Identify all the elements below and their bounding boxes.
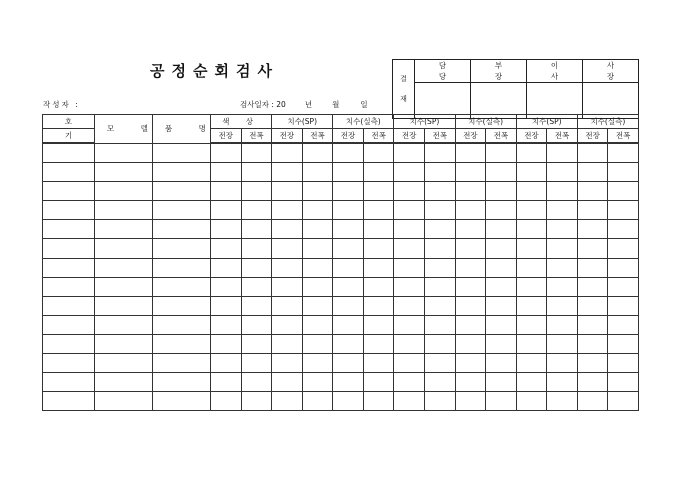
table-cell[interactable]	[363, 163, 394, 182]
table-cell[interactable]	[153, 392, 211, 411]
table-cell[interactable]	[272, 334, 303, 353]
table-cell[interactable]	[272, 201, 303, 220]
table-cell[interactable]	[455, 392, 486, 411]
table-cell[interactable]	[211, 143, 242, 163]
table-cell[interactable]	[272, 392, 303, 411]
table-cell[interactable]	[394, 258, 425, 277]
table-cell[interactable]	[455, 163, 486, 182]
table-cell[interactable]	[333, 163, 364, 182]
approval-side-bottom: 재	[400, 95, 407, 103]
table-cell[interactable]	[302, 277, 333, 296]
table-cell[interactable]	[153, 201, 211, 220]
table-cell[interactable]	[455, 258, 486, 277]
table-cell[interactable]	[95, 163, 153, 182]
table-cell[interactable]	[455, 315, 486, 334]
table-cell[interactable]	[241, 220, 272, 239]
table-cell[interactable]	[211, 182, 242, 201]
table-cell[interactable]	[241, 143, 272, 163]
table-cell[interactable]	[153, 354, 211, 373]
approval-header-manager: 담 당	[415, 60, 471, 83]
table-cell[interactable]	[272, 258, 303, 277]
subheader-width: 전폭	[547, 129, 578, 144]
table-cell[interactable]	[547, 258, 578, 277]
document-title: 공정순회검사	[150, 62, 279, 80]
year-unit: 년	[304, 100, 313, 109]
table-cell[interactable]	[394, 239, 425, 258]
table-cell[interactable]	[211, 220, 242, 239]
header-color: 색 상	[211, 115, 272, 129]
subheader-width: 전폭	[424, 129, 455, 144]
table-cell[interactable]	[302, 334, 333, 353]
table-cell[interactable]	[516, 392, 547, 411]
table-cell[interactable]	[486, 334, 517, 353]
table-cell[interactable]	[43, 296, 95, 315]
table-cell[interactable]	[43, 220, 95, 239]
table-cell[interactable]	[153, 373, 211, 392]
table-cell[interactable]	[241, 334, 272, 353]
table-row	[43, 143, 639, 163]
table-cell[interactable]	[95, 315, 153, 334]
subheader-length: 전장	[577, 129, 608, 144]
table-cell[interactable]	[424, 143, 455, 163]
table-cell[interactable]	[424, 258, 455, 277]
table-cell[interactable]	[241, 201, 272, 220]
table-cell[interactable]	[43, 334, 95, 353]
table-cell[interactable]	[241, 373, 272, 392]
table-cell[interactable]	[43, 239, 95, 258]
table-cell[interactable]	[95, 392, 153, 411]
table-cell[interactable]	[424, 182, 455, 201]
approval-side-top: 결	[400, 75, 407, 83]
table-cell[interactable]	[363, 354, 394, 373]
table-cell[interactable]	[333, 220, 364, 239]
table-cell[interactable]	[43, 182, 95, 201]
table-cell[interactable]	[516, 334, 547, 353]
table-row	[43, 354, 639, 373]
table-cell[interactable]	[424, 315, 455, 334]
header-dim-measured-1: 치수(실측)	[333, 115, 394, 129]
table-cell[interactable]	[577, 258, 608, 277]
table-cell[interactable]	[486, 373, 517, 392]
table-cell[interactable]	[424, 163, 455, 182]
table-cell[interactable]	[43, 163, 95, 182]
table-cell[interactable]	[547, 220, 578, 239]
table-cell[interactable]	[394, 277, 425, 296]
table-cell[interactable]	[211, 239, 242, 258]
table-cell[interactable]	[153, 182, 211, 201]
table-cell[interactable]	[547, 201, 578, 220]
table-cell[interactable]	[424, 239, 455, 258]
table-cell[interactable]	[241, 277, 272, 296]
table-cell[interactable]	[394, 220, 425, 239]
table-cell[interactable]	[424, 354, 455, 373]
table-cell[interactable]	[95, 239, 153, 258]
table-cell[interactable]	[486, 220, 517, 239]
table-cell[interactable]	[272, 239, 303, 258]
header-dim-measured-2: 치수(실측)	[455, 115, 516, 129]
table-cell[interactable]	[608, 258, 639, 277]
table-cell[interactable]	[363, 239, 394, 258]
table-cell[interactable]	[608, 143, 639, 163]
table-cell[interactable]	[486, 315, 517, 334]
table-cell[interactable]	[486, 277, 517, 296]
table-cell[interactable]	[211, 277, 242, 296]
table-cell[interactable]	[272, 163, 303, 182]
header-no-top: 호	[43, 115, 95, 129]
table-cell[interactable]	[272, 277, 303, 296]
approval-header-director: 부 장	[471, 60, 527, 83]
table-cell[interactable]	[577, 182, 608, 201]
table-cell[interactable]	[95, 220, 153, 239]
table-cell[interactable]	[272, 315, 303, 334]
table-cell[interactable]	[302, 182, 333, 201]
table-cell[interactable]	[153, 277, 211, 296]
table-cell[interactable]	[241, 392, 272, 411]
table-cell[interactable]	[333, 182, 364, 201]
subheader-length: 전장	[211, 129, 242, 144]
table-cell[interactable]	[153, 143, 211, 163]
table-cell[interactable]	[577, 201, 608, 220]
table-cell[interactable]	[333, 315, 364, 334]
table-cell[interactable]	[547, 143, 578, 163]
table-row	[43, 373, 639, 392]
header-dim-sp-2: 치수(SP)	[394, 115, 455, 129]
table-cell[interactable]	[608, 373, 639, 392]
table-cell[interactable]	[95, 354, 153, 373]
header-product: 품 명	[153, 115, 211, 144]
table-cell[interactable]	[333, 258, 364, 277]
day-unit: 일	[360, 100, 368, 109]
table-cell[interactable]	[363, 315, 394, 334]
table-cell[interactable]	[241, 315, 272, 334]
table-cell[interactable]	[153, 220, 211, 239]
table-cell[interactable]	[302, 315, 333, 334]
table-cell[interactable]	[394, 163, 425, 182]
subheader-width: 전폭	[486, 129, 517, 144]
table-cell[interactable]	[394, 182, 425, 201]
table-cell[interactable]	[547, 354, 578, 373]
table-cell[interactable]	[516, 239, 547, 258]
table-cell[interactable]	[577, 220, 608, 239]
table-cell[interactable]	[43, 277, 95, 296]
table-cell[interactable]	[43, 143, 95, 163]
subheader-width: 전폭	[302, 129, 333, 144]
table-cell[interactable]	[608, 277, 639, 296]
table-cell[interactable]	[455, 373, 486, 392]
table-cell[interactable]	[211, 258, 242, 277]
table-cell[interactable]	[516, 182, 547, 201]
table-cell[interactable]	[272, 354, 303, 373]
table-cell[interactable]	[486, 354, 517, 373]
table-cell[interactable]	[394, 201, 425, 220]
subheader-width: 전폭	[608, 129, 639, 144]
table-cell[interactable]	[424, 334, 455, 353]
table-cell[interactable]	[363, 334, 394, 353]
table-cell[interactable]	[516, 354, 547, 373]
table-cell[interactable]	[211, 392, 242, 411]
table-cell[interactable]	[486, 182, 517, 201]
table-cell[interactable]	[333, 373, 364, 392]
table-cell[interactable]	[516, 373, 547, 392]
table-cell[interactable]	[153, 258, 211, 277]
table-cell[interactable]	[43, 354, 95, 373]
table-cell[interactable]	[608, 239, 639, 258]
table-row	[43, 220, 639, 239]
table-cell[interactable]	[577, 315, 608, 334]
header-dim-measured-3: 치수(실측)	[577, 115, 638, 129]
table-cell[interactable]	[424, 201, 455, 220]
table-cell[interactable]	[302, 392, 333, 411]
table-cell[interactable]	[608, 220, 639, 239]
table-cell[interactable]	[211, 296, 242, 315]
table-cell[interactable]	[272, 143, 303, 163]
table-cell[interactable]	[486, 258, 517, 277]
table-cell[interactable]	[394, 373, 425, 392]
table-cell[interactable]	[577, 277, 608, 296]
table-cell[interactable]	[333, 334, 364, 353]
inspection-date	[240, 99, 368, 110]
table-cell[interactable]	[95, 277, 153, 296]
table-cell[interactable]	[516, 315, 547, 334]
table-row	[43, 277, 639, 296]
table-row	[43, 182, 639, 201]
table-cell[interactable]	[211, 315, 242, 334]
header-dim-sp-3: 치수(SP)	[516, 115, 577, 129]
table-cell[interactable]	[486, 239, 517, 258]
table-cell[interactable]	[272, 220, 303, 239]
header-no-bottom: 기	[43, 129, 95, 144]
table-cell[interactable]	[547, 239, 578, 258]
table-cell[interactable]	[394, 296, 425, 315]
table-cell[interactable]	[153, 334, 211, 353]
table-cell[interactable]	[363, 392, 394, 411]
table-cell[interactable]	[95, 296, 153, 315]
table-cell[interactable]	[516, 258, 547, 277]
table-cell[interactable]	[95, 258, 153, 277]
table-cell[interactable]	[211, 354, 242, 373]
table-cell[interactable]	[43, 258, 95, 277]
table-cell[interactable]	[153, 296, 211, 315]
writer-label: 작성자 :	[43, 100, 80, 109]
approval-side-label	[393, 60, 415, 119]
table-cell[interactable]	[153, 163, 211, 182]
table-cell[interactable]	[547, 163, 578, 182]
table-cell[interactable]	[516, 143, 547, 163]
table-cell[interactable]	[363, 143, 394, 163]
table-row	[43, 201, 639, 220]
table-cell[interactable]	[43, 201, 95, 220]
table-row	[43, 296, 639, 315]
table-cell[interactable]	[333, 143, 364, 163]
table-cell[interactable]	[95, 334, 153, 353]
table-cell[interactable]	[547, 392, 578, 411]
table-cell[interactable]	[608, 182, 639, 201]
table-cell[interactable]	[424, 373, 455, 392]
table-cell[interactable]	[577, 143, 608, 163]
table-cell[interactable]	[608, 163, 639, 182]
table-cell[interactable]	[241, 182, 272, 201]
table-cell[interactable]	[95, 373, 153, 392]
table-cell[interactable]	[547, 334, 578, 353]
table-cell[interactable]	[455, 143, 486, 163]
table-cell[interactable]	[455, 201, 486, 220]
subheader-length: 전장	[333, 129, 364, 144]
table-cell[interactable]	[43, 373, 95, 392]
table-cell[interactable]	[333, 392, 364, 411]
table-row	[43, 258, 639, 277]
table-cell[interactable]	[333, 201, 364, 220]
table-cell[interactable]	[577, 334, 608, 353]
table-cell[interactable]	[424, 220, 455, 239]
table-cell[interactable]	[333, 296, 364, 315]
table-cell[interactable]	[577, 354, 608, 373]
table-cell[interactable]	[394, 315, 425, 334]
table-cell[interactable]	[486, 143, 517, 163]
table-cell[interactable]	[455, 182, 486, 201]
table-cell[interactable]	[486, 296, 517, 315]
table-cell[interactable]	[577, 296, 608, 315]
table-row	[43, 163, 639, 182]
table-cell[interactable]	[486, 201, 517, 220]
table-cell[interactable]	[272, 296, 303, 315]
table-cell[interactable]	[333, 354, 364, 373]
table-cell[interactable]	[302, 354, 333, 373]
table-row	[43, 392, 639, 411]
subheader-length: 전장	[516, 129, 547, 144]
table-cell[interactable]	[302, 143, 333, 163]
table-cell[interactable]	[302, 239, 333, 258]
table-cell[interactable]	[95, 182, 153, 201]
table-cell[interactable]	[363, 373, 394, 392]
table-cell[interactable]	[486, 163, 517, 182]
table-cell[interactable]	[577, 163, 608, 182]
table-cell[interactable]	[577, 392, 608, 411]
table-cell[interactable]	[547, 277, 578, 296]
table-cell[interactable]	[394, 143, 425, 163]
subheader-width: 전폭	[241, 129, 272, 144]
table-cell[interactable]	[211, 201, 242, 220]
table-cell[interactable]	[608, 296, 639, 315]
table-cell[interactable]	[333, 277, 364, 296]
table-cell[interactable]	[547, 182, 578, 201]
table-cell[interactable]	[241, 296, 272, 315]
subheader-length: 전장	[272, 129, 303, 144]
table-cell[interactable]	[211, 163, 242, 182]
table-cell[interactable]	[241, 354, 272, 373]
table-cell[interactable]	[363, 277, 394, 296]
table-cell[interactable]	[302, 220, 333, 239]
table-cell[interactable]	[333, 239, 364, 258]
table-cell[interactable]	[394, 392, 425, 411]
subheader-length: 전장	[455, 129, 486, 144]
table-cell[interactable]	[211, 334, 242, 353]
table-cell[interactable]	[516, 277, 547, 296]
table-cell[interactable]	[486, 392, 517, 411]
table-cell[interactable]	[272, 373, 303, 392]
table-cell[interactable]	[363, 201, 394, 220]
table-cell[interactable]	[153, 239, 211, 258]
table-cell[interactable]	[547, 296, 578, 315]
inspection-table	[42, 114, 639, 411]
table-cell[interactable]	[516, 201, 547, 220]
table-cell[interactable]	[363, 296, 394, 315]
table-cell[interactable]	[455, 277, 486, 296]
table-cell[interactable]	[95, 201, 153, 220]
table-cell[interactable]	[241, 239, 272, 258]
table-cell[interactable]	[424, 277, 455, 296]
table-cell[interactable]	[394, 354, 425, 373]
month-unit: 월	[332, 100, 340, 109]
table-header-row	[43, 115, 639, 129]
table-cell[interactable]	[516, 220, 547, 239]
table-cell[interactable]	[363, 258, 394, 277]
table-cell[interactable]	[302, 163, 333, 182]
table-cell[interactable]	[608, 201, 639, 220]
table-cell[interactable]	[608, 315, 639, 334]
table-cell[interactable]	[577, 239, 608, 258]
table-row	[43, 239, 639, 258]
table-row	[43, 315, 639, 334]
table-cell[interactable]	[302, 258, 333, 277]
table-cell[interactable]	[547, 373, 578, 392]
inspection-date-label: 검사일자 : 20	[240, 100, 286, 109]
table-cell[interactable]	[241, 163, 272, 182]
table-cell[interactable]	[455, 296, 486, 315]
table-cell[interactable]	[424, 296, 455, 315]
table-cell[interactable]	[455, 354, 486, 373]
table-cell[interactable]	[43, 392, 95, 411]
table-cell[interactable]	[455, 334, 486, 353]
table-cell[interactable]	[394, 334, 425, 353]
table-cell[interactable]	[608, 334, 639, 353]
table-cell[interactable]	[516, 296, 547, 315]
approval-header-president: 사 장	[583, 60, 639, 83]
table-cell[interactable]	[608, 392, 639, 411]
table-cell[interactable]	[272, 182, 303, 201]
table-cell[interactable]	[302, 296, 333, 315]
table-cell[interactable]	[241, 258, 272, 277]
table-cell[interactable]	[95, 143, 153, 163]
table-cell[interactable]	[577, 373, 608, 392]
table-body	[43, 143, 639, 411]
table-cell[interactable]	[455, 239, 486, 258]
approval-box	[392, 59, 639, 119]
subheader-width: 전폭	[363, 129, 394, 144]
header-dim-sp-1: 치수(SP)	[272, 115, 333, 129]
header-model: 모 델	[95, 115, 153, 144]
table-cell[interactable]	[211, 373, 242, 392]
subheader-length: 전장	[394, 129, 425, 144]
table-cell[interactable]	[608, 354, 639, 373]
table-cell[interactable]	[455, 220, 486, 239]
table-row	[43, 334, 639, 353]
table-cell[interactable]	[363, 182, 394, 201]
table-cell[interactable]	[302, 373, 333, 392]
table-cell[interactable]	[363, 220, 394, 239]
table-cell[interactable]	[516, 163, 547, 182]
table-cell[interactable]	[547, 315, 578, 334]
table-cell[interactable]	[424, 392, 455, 411]
approval-header-executive: 이 사	[527, 60, 583, 83]
table-cell[interactable]	[153, 315, 211, 334]
table-cell[interactable]	[43, 315, 95, 334]
table-cell[interactable]	[302, 201, 333, 220]
